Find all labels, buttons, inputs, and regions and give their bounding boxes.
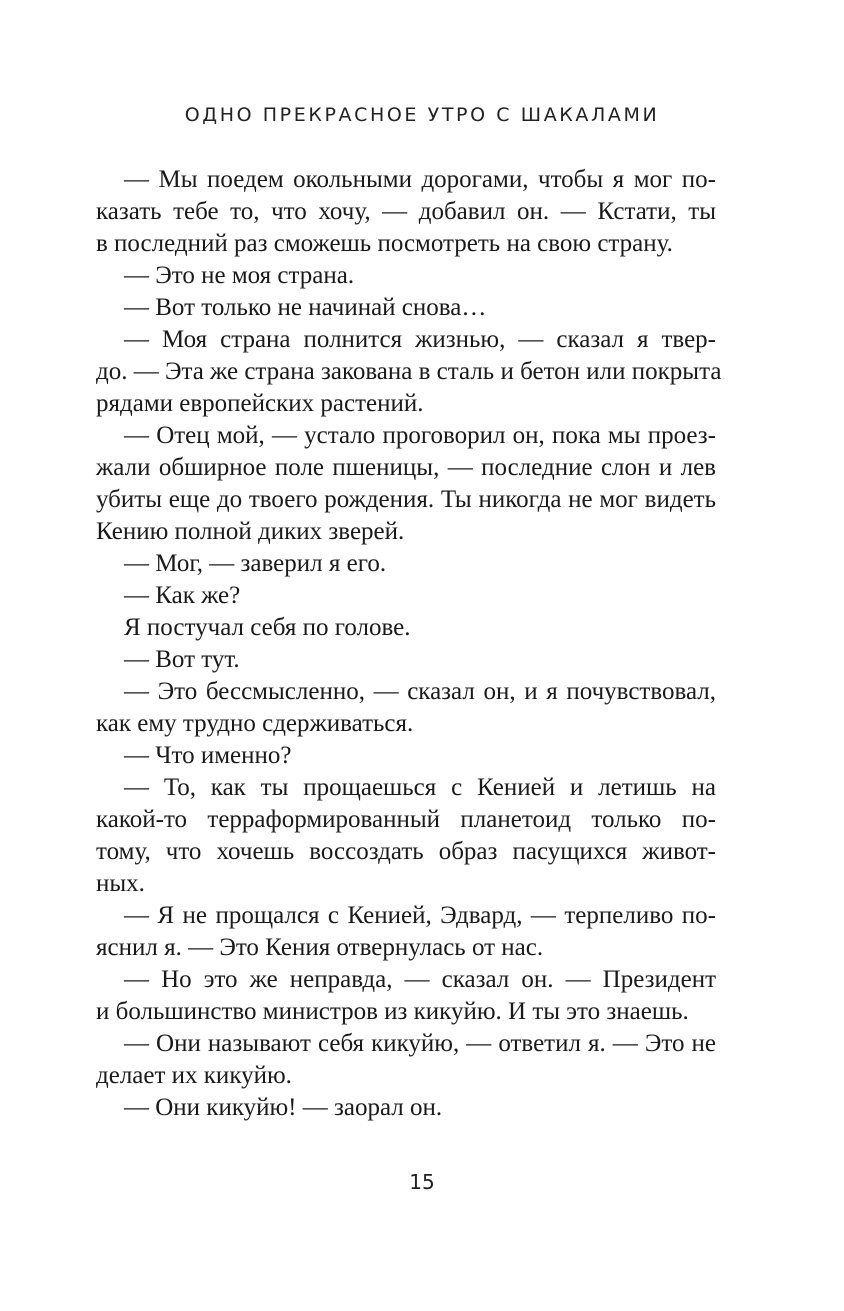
text-line: — Что именно? [124,742,292,769]
text-line: делает их кикуйю. [96,1062,292,1089]
text-line: убиты еще до твоего рождения. Ты никогда не мог видеть [96,486,716,513]
running-head: ОДНО ПРЕКРАСНОЕ УТРО С ШАКАЛАМИ [184,104,660,126]
text-line: — Я не прощался с Кенией, Эдвард, — терпеливо по- [124,902,716,929]
text-line: — Это не моя страна. [124,262,355,289]
text-line: ных. [96,870,145,897]
text-line: и большинство министров из кикуйю. И ты это знаешь. [96,998,689,1025]
text-line: до. — Эта же страна закована в сталь и бетон или покрыта [96,358,722,385]
text-line: — Вот тут. [124,646,240,673]
text-line: — То, как ты прощаешься с Кенией и летишь на [124,774,716,801]
text-line: — Они кикуйю! — заорал он. [124,1094,443,1121]
text-line: — Моя страна полнится жизнью, — сказал я твер- [124,326,716,353]
page-number: 15 [409,1170,435,1194]
text-line: в последний раз сможешь посмотреть на свою страну. [96,230,673,257]
body-text [96,164,722,1124]
text-line: тому, что хочешь воссоздать образ пасущихся живот- [96,838,716,865]
text-line: — Это бессмысленно, — сказал он, и я почувствовал, [124,678,716,705]
text-line: Кению полной диких зверей. [96,518,405,545]
text-line: какой-то терраформированный планетоид только по- [96,806,716,833]
text-line: — Как же? [124,582,241,609]
text-line: — Они называют себя кикуйю, — ответил я. — Это не [124,1030,716,1057]
text-line: как ему трудно сдерживаться. [96,710,414,737]
text-line: — Мог, — заверил я его. [124,550,387,577]
text-line: рядами европейских растений. [96,390,424,417]
text-line: — Вот только не начинай снова… [124,294,487,321]
text-line: казать тебе то, что хочу, — добавил он. — Кстати, ты [96,198,716,225]
text-line: — Мы поедем окольными дорогами, чтобы я мог по- [124,166,716,193]
text-line: жали обширное поле пшеницы, — последние слон и лев [96,454,716,481]
text-line: Я постучал себя по голове. [124,614,411,641]
text-line: — Отец мой, — устало проговорил он, пока мы проез- [124,422,716,449]
text-line: — Но это же неправда, — сказал он. — Президент [124,966,716,993]
text-line: яснил я. — Это Кения отвернулась от нас. [96,934,544,961]
